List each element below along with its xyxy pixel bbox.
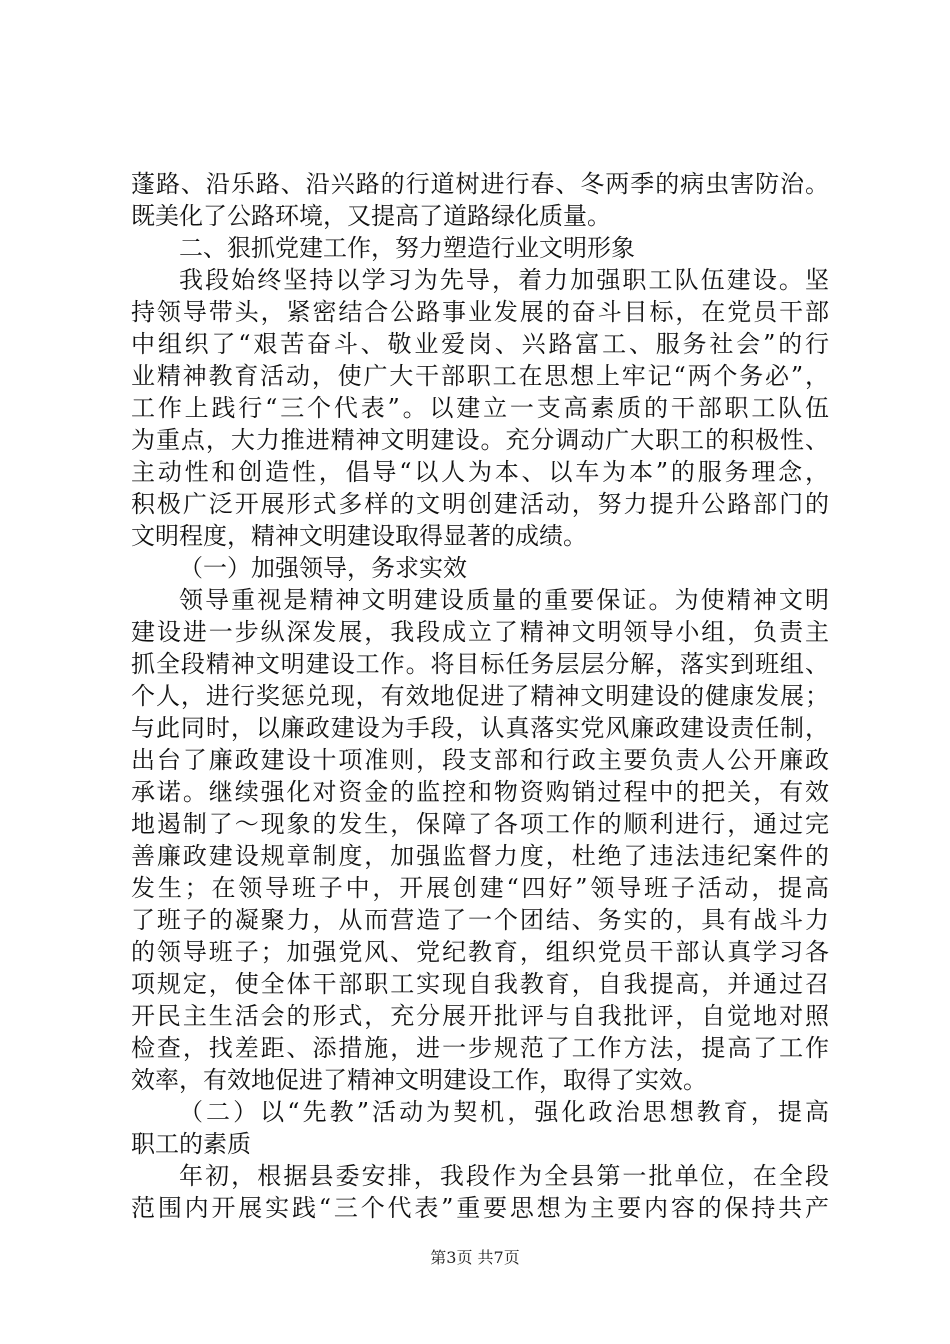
body-text-line: 为重点，大力推进精神文明建设。充分调动广大职工的积极性、 [131,426,829,454]
section-heading: 二、狠抓党建工作，努力塑造行业文明形象 [179,234,635,262]
body-text-line: 中组织了“艰苦奋斗、敬业爱岗、兴路富工、服务社会”的行 [131,330,829,358]
body-text-line: 的领导班子；加强党风、党纪教育，组织党员干部认真学习各 [131,938,829,966]
body-text-line: 既美化了公路环境，又提高了道路绿化质量。 [131,202,611,230]
body-text-line: 文明程度，精神文明建设取得显著的成绩。 [131,522,587,550]
subsection-heading: （一）加强领导，务求实效 [179,554,467,582]
body-text-line: 范围内开展实践“三个代表”重要思想为主要内容的保持共产 [131,1194,829,1222]
subsection-heading-continued: 职工的素质 [131,1130,251,1158]
body-text-line: 开民主生活会的形式，充分展开批评与自我批评，自觉地对照 [131,1002,829,1030]
body-text-line: 持领导带头，紧密结合公路事业发展的奋斗目标，在党员干部 [131,298,829,326]
body-text-line: 承诺。继续强化对资金的监控和物资购销过程中的把关，有效 [131,778,829,806]
body-text-line: 抓全段精神文明建设工作。将目标任务层层分解，落实到班组、 [131,650,829,678]
body-text-line: 与此同时，以廉政建设为手段，认真落实党风廉政建设责任制， [131,714,829,742]
body-text-line: 项规定，使全体干部职工实现自我教育，自我提高，并通过召 [131,970,829,998]
body-text-line: 检查，找差距、添措施，进一步规范了工作方法，提高了工作 [131,1034,829,1062]
body-text-line: 业精神教育活动，使广大干部职工在思想上牢记“两个务必”， [131,362,829,390]
body-text-line: 发生；在领导班子中，开展创建“四好”领导班子活动，提高 [131,874,829,902]
body-text-line: 我段始终坚持以学习为先导，着力加强职工队伍建设。坚 [179,266,829,294]
body-text-line: 蓬路、沿乐路、沿兴路的行道树进行春、冬两季的病虫害防治。 [131,170,829,198]
body-text-line: 个人，进行奖惩兑现，有效地促进了精神文明建设的健康发展； [131,682,829,710]
body-text-line: 地遏制了～现象的发生，保障了各项工作的顺利进行，通过完 [131,810,829,838]
body-text-line: 主动性和创造性，倡导“以人为本、以车为本”的服务理念， [131,458,829,486]
subsection-heading: （二）以“先教”活动为契机，强化政治思想教育，提高 [179,1098,829,1126]
body-text-line: 出台了廉政建设十项准则，段支部和行政主要负责人公开廉政 [131,746,829,774]
body-text-line: 了班子的凝聚力，从而营造了一个团结、务实的，具有战斗力 [131,906,829,934]
body-text-line: 工作上践行“三个代表”。以建立一支高素质的干部职工队伍 [131,394,829,422]
body-text-line: 领导重视是精神文明建设质量的重要保证。为使精神文明 [179,586,829,614]
body-text-line: 效率，有效地促进了精神文明建设工作，取得了实效。 [131,1066,707,1094]
body-text-line: 年初，根据县委安排，我段作为全县第一批单位，在全段 [179,1162,829,1190]
body-text-line: 建设进一步纵深发展，我段成立了精神文明领导小组，负责主 [131,618,829,646]
page-number-footer: 第3页 共7页 [430,1248,520,1267]
body-text-line: 积极广泛开展形式多样的文明创建活动，努力提升公路部门的 [131,490,829,518]
body-text-line: 善廉政建设规章制度，加强监督力度，杜绝了违法违纪案件的 [131,842,829,870]
